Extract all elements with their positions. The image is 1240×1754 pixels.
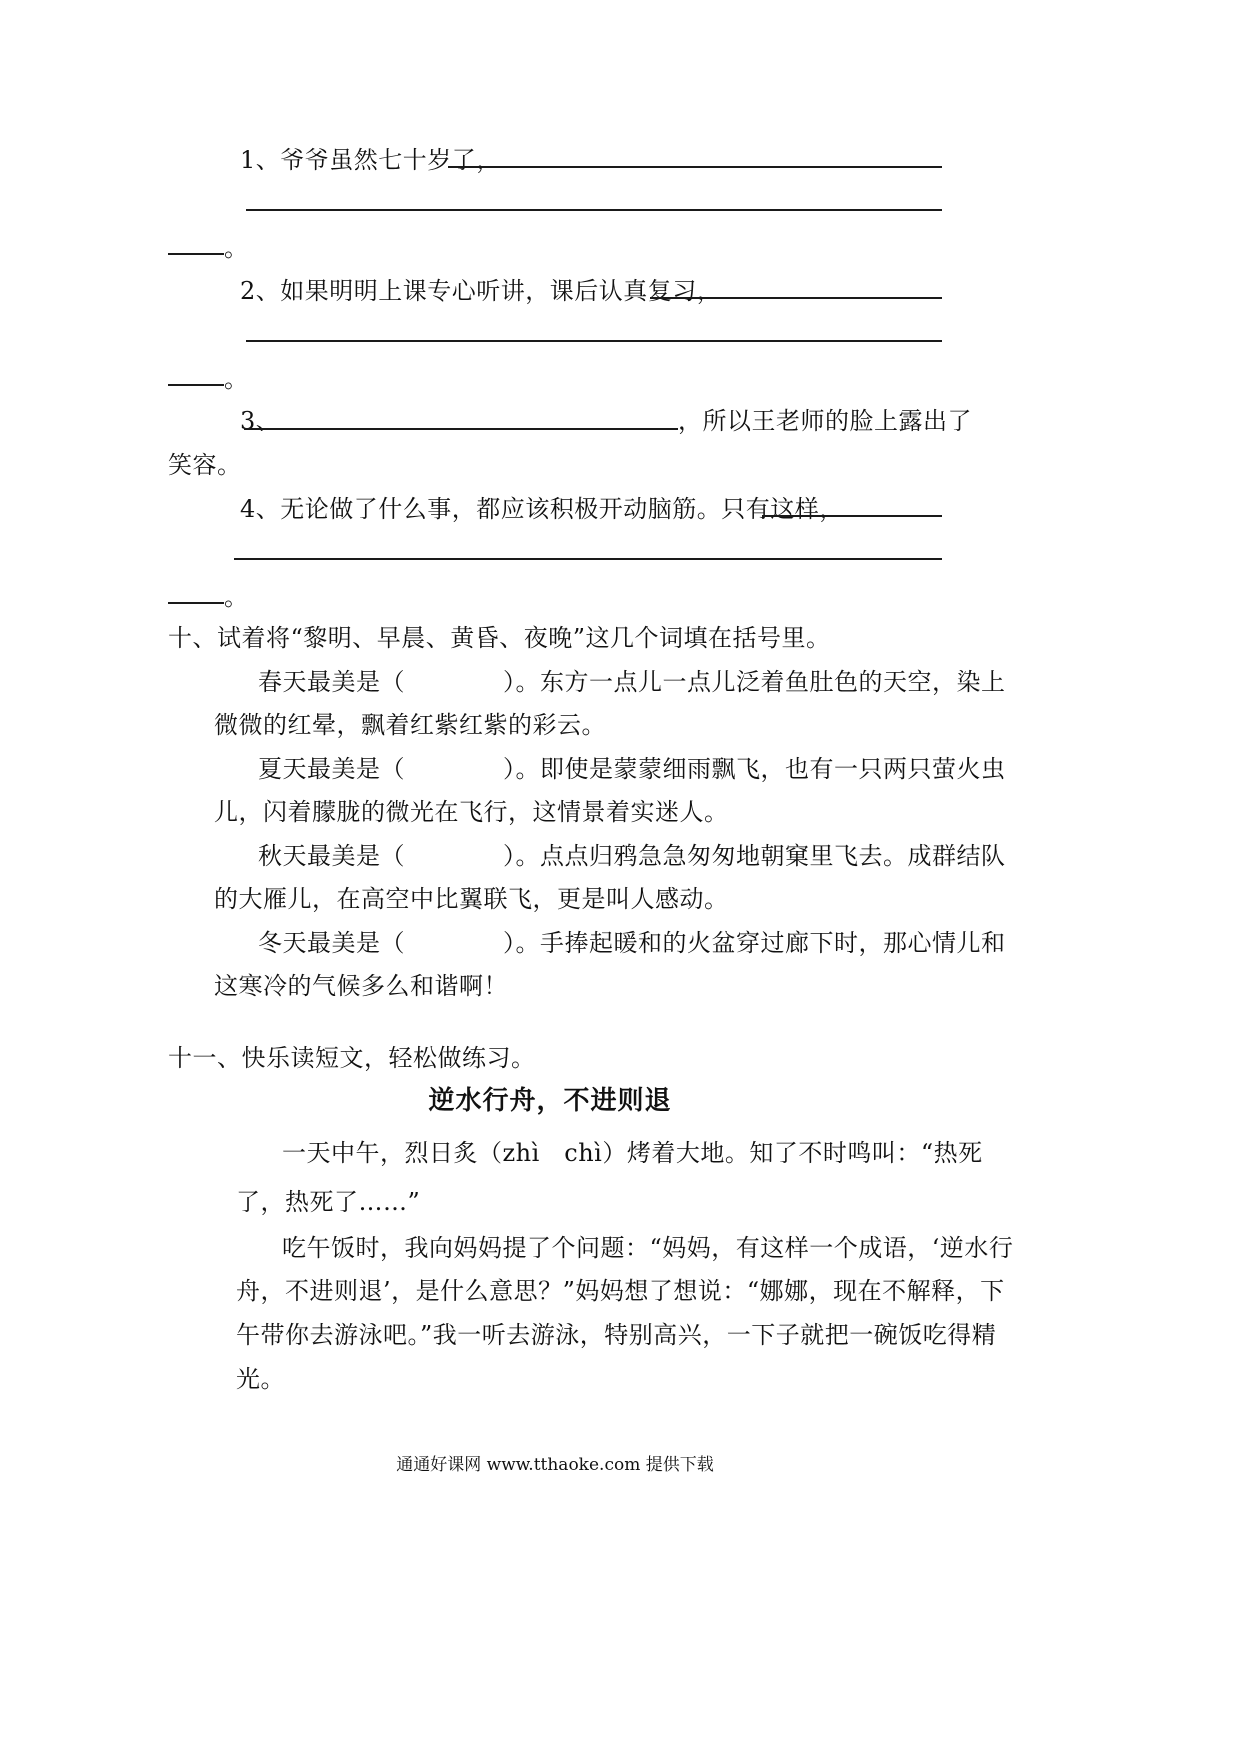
q4-end-mark: 。 — [224, 583, 249, 611]
passage-p2-line-2: 舟，不进则退’，是什么意思？”妈妈想了想说：“娜娜，现在不解释，下 — [236, 1277, 1005, 1305]
q1-end-mark: 。 — [224, 234, 249, 262]
q2-prefix: 2、如果明明上课专心听讲，课后认真复习， — [240, 277, 722, 305]
s10-item-1-line-2: 微微的红晕，飘着红紫红紫的彩云。 — [214, 711, 606, 739]
q3-prefix: 3、 — [240, 407, 281, 435]
q4-answer-line-1[interactable] — [762, 515, 942, 517]
q2-answer-line-3[interactable] — [168, 384, 224, 386]
q1-answer-line-2[interactable] — [246, 209, 942, 211]
passage-title: 逆水行舟，不进则退 — [428, 1086, 672, 1116]
q2-answer-line-1[interactable] — [650, 297, 942, 299]
s10-item-2-line-1: 夏天最美是（ ）。即使是蒙蒙细雨飘飞，也有一只两只萤火虫 — [258, 755, 1006, 783]
q3-suffix: ，所以王老师的脸上露出了 — [678, 407, 972, 435]
q2-end-mark: 。 — [224, 365, 249, 393]
passage-p2-line-1: 吃午饭时，我向妈妈提了个问题：“妈妈，有这样一个成语，‘逆水行 — [282, 1234, 1014, 1262]
s10-item-2-line-2: 儿，闪着朦胧的微光在飞行，这情景着实迷人。 — [214, 798, 729, 826]
section-10-heading: 十、试着将“黎明、早晨、黄昏、夜晚”这几个词填在括号里。 — [168, 624, 831, 652]
passage-p1-line-2: 了，热死了……” — [236, 1188, 421, 1216]
passage-p2-line-3: 午带你去游泳吧。”我一听去游泳，特别高兴，一下子就把一碗饭吃得精 — [236, 1321, 997, 1349]
q1-answer-line-3[interactable] — [168, 253, 224, 255]
q3-answer-line[interactable] — [244, 428, 678, 430]
q4-answer-line-2[interactable] — [234, 558, 942, 560]
q2-answer-line-2[interactable] — [246, 340, 942, 342]
q1-answer-line-1[interactable] — [448, 166, 942, 168]
q3-continuation: 笑容。 — [168, 451, 242, 479]
s10-item-3-line-2: 的大雁儿，在高空中比翼联飞，更是叫人感动。 — [214, 885, 729, 913]
s10-item-1-line-1: 春天最美是（ ）。东方一点儿一点儿泛着鱼肚色的天空，染上 — [258, 668, 1006, 696]
section-11-heading: 十一、快乐读短文，轻松做练习。 — [168, 1044, 536, 1072]
q1-prefix: 1、爷爷虽然七十岁了， — [240, 146, 501, 174]
passage-p2-line-4: 光。 — [236, 1365, 285, 1393]
s10-item-3-line-1: 秋天最美是（ ）。点点归鸦急急匆匆地朝窠里飞去。成群结队 — [258, 842, 1006, 870]
s10-item-4-line-2: 这寒冷的气候多么和谐啊！ — [214, 972, 508, 1000]
q4-answer-line-3[interactable] — [168, 602, 224, 604]
passage-p1-line-1: 一天中午，烈日炙（zhì chì）烤着大地。知了不时鸣叫：“热死 — [282, 1139, 983, 1167]
page-footer: 通通好课网 www.tthaoke.com 提供下载 — [396, 1455, 714, 1475]
q4-prefix: 4、无论做了什么事，都应该积极开动脑筋。只有这样， — [240, 495, 844, 523]
s10-item-4-line-1: 冬天最美是（ ）。手捧起暖和的火盆穿过廊下时，那心情儿和 — [258, 929, 1006, 957]
